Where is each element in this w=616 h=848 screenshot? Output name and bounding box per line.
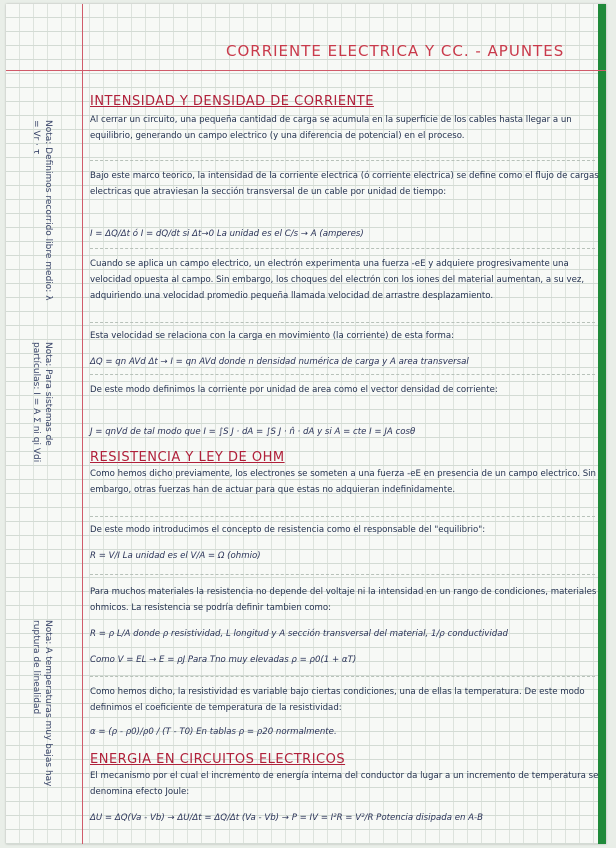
formula: I = ΔQ/Δt ó I = dQ/dt si Δt→0 La unidad es el C/s → A (amperes) (90, 229, 364, 239)
side-note-recorrido-libre: Nota: Definimos recorrido libre medio: λ = Vr · τ (31, 120, 53, 301)
notebook-page (6, 4, 606, 844)
paragraph: Para muchos materiales la resistencia no depende del voltaje ni la intensidad en un rango de condiciones, materiales ohmicos. La resistencia se podría definir tambien como: (90, 587, 597, 613)
paragraph: De este modo definimos la corriente por unidad de area como el vector densidad de corriente: (90, 385, 498, 395)
paragraph: De este modo introducimos el concepto de resistencia como el responsable del "equilibrio": (90, 525, 486, 535)
divider (90, 248, 595, 249)
side-note-particulas: Nota: Para sistemas de partículas: I = A Σ ni qi Vdi (31, 342, 53, 463)
divider (90, 574, 595, 575)
formula: α = (ρ - ρ0)/ρ0 / (T - T0) En tablas ρ = ρ20 normalmente. (90, 727, 337, 737)
paragraph: El mecanismo por el cual el incremento de energía interna del conductor da lugar a un incremento de temperatura se denomina efecto Joule: (90, 771, 599, 797)
formula: Como V = EL → E = ρJ Para Tno muy elevadas ρ = ρ0(1 + αT) (90, 655, 357, 665)
side-note-temperaturas: Nota: A temperaturas muy bajas hay ruptura de linealidad (31, 620, 53, 787)
divider (90, 374, 595, 375)
formula: ΔU = ΔQ(Va - Vb) → ΔU/Δt = ΔQ/Δt (Va - Vb) → P = IV = I²R = V²/R Potencia disipada en A-B (90, 813, 484, 823)
section-heading-intensidad: INTENSIDAD Y DENSIDAD DE CORRIENTE (90, 94, 374, 109)
header-line (6, 70, 606, 71)
paragraph: Al cerrar un circuito, una pequeña cantidad de carga se acumula en la superficie de los cables hasta llegar a un equilibrio, generando un campo electrico (y una diferencia de potencial) en el proceso. (90, 115, 572, 141)
paragraph: Bajo este marco teorico, la intensidad de la corriente electrica (ó corriente electrica) se define como el flujo de cargas electricas que atraviesan la sección transversal de un cable por unidad de tiempo: (90, 171, 599, 197)
section-heading-energia: ENERGIA EN CIRCUITOS ELECTRICOS (90, 752, 346, 767)
formula: ΔQ = qn AVd Δt → I = qn AVd donde n densidad numérica de carga y A area transversal (90, 357, 469, 367)
paragraph: Esta velocidad se relaciona con la carga en movimiento (la corriente) de esta forma: (90, 331, 455, 341)
section-heading-resistencia: RESISTENCIA Y LEY DE OHM (90, 450, 285, 465)
margin-line (82, 4, 83, 844)
formula: R = V/I La unidad es el V/A = Ω (ohmio) (90, 551, 261, 561)
page-title: CORRIENTE ELECTRICA Y CC. - APUNTES (226, 42, 565, 60)
divider (90, 322, 595, 323)
paragraph: Cuando se aplica un campo electrico, un electrón experimenta una fuerza -eE y adquiere progresivamente una velocidad opuesta al campo. Sin embargo, los choques del electrón con los iones del material aumentan, a su vez, adquiriendo una velocidad promedio pequeña llamada velocidad de arrastre desplazamiento. (90, 259, 585, 301)
divider (90, 160, 595, 161)
paragraph: Como hemos dicho previamente, los electrones se someten a una fuerza -eE en presencia de un campo electrico. Sin embargo, otras fuerzas han de actuar para que estas no adquieran indefinidamente. (90, 469, 597, 495)
formula: J = qnVd de tal modo que I = ∫S J · dA = ∫S J · n̂ · dA y si A = cte I = JA cosθ (90, 427, 416, 437)
divider (90, 676, 595, 677)
paragraph: Como hemos dicho, la resistividad es variable bajo ciertas condiciones, una de ellas la temperatura. De este modo definimos el coeficiente de temperatura de la resistividad: (90, 687, 585, 713)
divider (90, 516, 595, 517)
formula: R = ρ L/A donde ρ resistividad, L longitud y A sección transversal del material, 1/ρ conductividad (90, 629, 508, 639)
